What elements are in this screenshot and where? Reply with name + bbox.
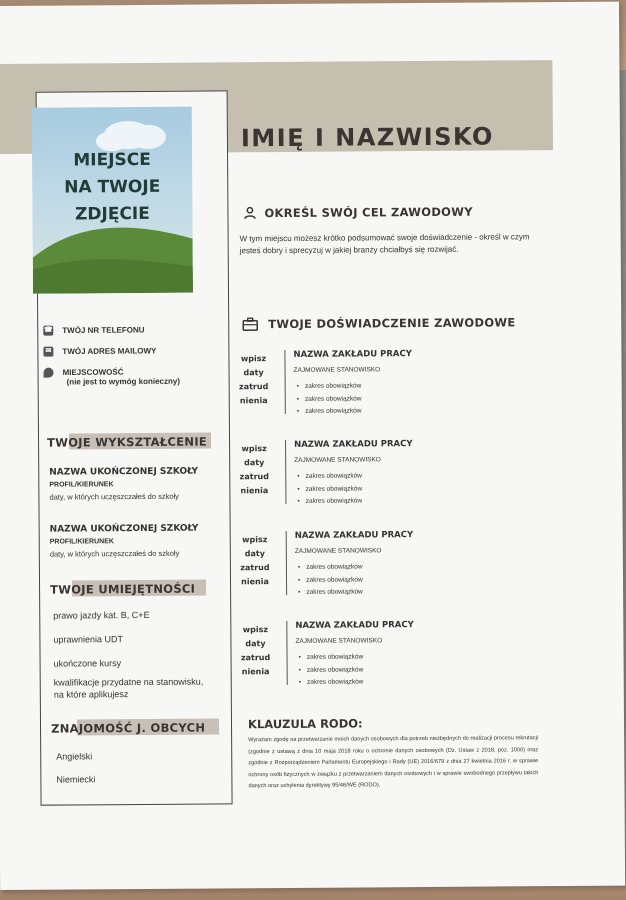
exp-dates xyxy=(236,623,274,679)
edu-school: NAZWA UKOŃCZONEJ SZKOŁY xyxy=(49,466,199,478)
exp-duties xyxy=(297,470,362,508)
exp-dates-line: wpisz xyxy=(242,625,269,635)
timeline-divider xyxy=(285,440,287,504)
exp-duty: • zakres obowiązków xyxy=(297,405,362,418)
exp-company: NAZWA ZAKŁADU PRACY xyxy=(295,620,414,631)
exp-company: NAZWA ZAKŁADU PRACY xyxy=(294,439,413,450)
skills-heading: TWOJE UMIEJĘTNOŚCI xyxy=(50,581,196,597)
exp-dates-line: zatrud xyxy=(239,382,269,392)
exp-dates-line: daty xyxy=(244,458,265,468)
location-label: MIEJSCOWOŚĆ xyxy=(62,367,124,378)
name-heading: IMIĘ I NAZWISKO xyxy=(240,122,494,153)
exp-dates-line: wpisz xyxy=(240,354,267,364)
exp-company: NAZWA ZAKŁADU PRACY xyxy=(293,349,412,360)
exp-duties xyxy=(298,561,363,599)
contact-location xyxy=(44,367,124,378)
timeline-divider xyxy=(286,621,288,685)
briefcase-icon xyxy=(242,317,258,331)
exp-dates-line: wpisz xyxy=(242,535,268,545)
phone-icon: ☎ xyxy=(43,326,53,336)
skill-item: kwalifikacje przydatne na stanowisku, na które aplikujesz xyxy=(53,676,204,700)
edu-profile: PROFIL/KIERUNEK xyxy=(49,538,114,546)
exp-position: ZAJMOWANE STANOWISKO xyxy=(294,547,382,555)
exp-dates-line: nienia xyxy=(240,486,269,496)
exp-dates-line: zatrud xyxy=(240,653,271,663)
edu-school: NAZWA UKOŃCZONEJ SZKOŁY xyxy=(49,523,199,535)
exp-dates-line: nienia xyxy=(241,577,269,587)
edu-dates: daty, w których uczęszczałeś do szkoły xyxy=(49,548,180,559)
location-note: (nie jest to wymóg konieczny) xyxy=(66,376,181,387)
photo-caption xyxy=(32,147,193,229)
experience-heading: TWOJE DOŚWIADCZENIE ZAWODOWE xyxy=(268,315,516,332)
exp-dates-line: nienia xyxy=(241,667,270,677)
timeline-divider xyxy=(286,531,288,595)
contact-phone xyxy=(43,325,144,336)
exp-dates xyxy=(234,352,272,408)
skill-item: ukończone kursy xyxy=(53,658,122,669)
exp-duties xyxy=(299,651,364,689)
languages-heading: ZNAJOMOŚĆ J. OBCYCH xyxy=(50,720,206,736)
goal-heading: OKREŚL SWÓJ CEL ZAWODOWY xyxy=(264,204,473,221)
phone-label: TWÓJ NR TELEFONU xyxy=(62,325,145,336)
edu-profile: PROFIL/KIERUNEK xyxy=(49,481,114,489)
rodo-text: Wyrażam zgodę na przetwarzanie moich danych osobowych dla potrzeb niezbędnych do realizacji procesu rekrutacji (zgodnie z ustawą z dnia 10 maja 2018 roku o ochronie danych osobowych (Dz. Ustaw z 2018, poz. 1000) oraz zgodnie z Rozporządzeniem Parlamentu Europejskiego i Rady (UE) 2016/679 z dnia 27 kwietnia 2016 r. w sprawie ochrony osób fizycznych w związku z przetwarzaniem danych osobowych i w sprawie swobodnego przepływu takich danych oraz uchylenia dyrektywy 95/46/WE (RODO). xyxy=(248,735,539,790)
person-icon xyxy=(243,206,256,219)
exp-dates-line: nienia xyxy=(239,396,268,406)
photo-caption-line: NA TWOJE xyxy=(64,176,161,198)
contact-email xyxy=(43,346,156,357)
exp-dates-line: zatrud xyxy=(240,563,270,573)
exp-duty: • zakres obowiązków xyxy=(297,483,362,496)
language-item: Angielski xyxy=(56,751,93,762)
location-pin-icon xyxy=(44,368,54,378)
education-heading: TWOJE WYKSZTAŁCENIE xyxy=(47,434,208,450)
photo-placeholder xyxy=(32,107,193,294)
exp-dates xyxy=(236,533,274,589)
language-item: Niemiecki xyxy=(56,774,96,785)
email-label: TWÓJ ADRES MAILOWY xyxy=(62,346,157,357)
skill-item: uprawnienia UDT xyxy=(53,634,123,645)
exp-dates-line: daty xyxy=(244,549,265,559)
goal-text: W tym miejscu możesz krótko podsumować swoje doświadczenie - określ w czym jesteś dobry i sprecyzuj w jakiej branży chciałbyś się rozwijać. xyxy=(239,232,530,256)
cv-page xyxy=(0,2,625,890)
photo-caption-line: MIEJSCE xyxy=(73,149,151,171)
skill-item: prawo jazdy kat. B, C+E xyxy=(53,609,150,621)
exp-duty: • zakres obowiązków xyxy=(297,470,362,483)
exp-duty: • zakres obowiązków xyxy=(299,676,364,689)
exp-duty: • zakres obowiązków xyxy=(298,574,363,587)
exp-company: NAZWA ZAKŁADU PRACY xyxy=(294,530,414,541)
exp-duties xyxy=(297,380,362,418)
exp-duty: • zakres obowiązków xyxy=(299,664,364,677)
envelope-icon: ✉ xyxy=(43,347,53,357)
exp-dates-line: wpisz xyxy=(241,444,267,454)
exp-duty: • zakres obowiązków xyxy=(297,393,362,406)
edu-dates: daty, w których uczęszczałeś do szkoły xyxy=(49,491,179,502)
exp-position: ZAJMOWANE STANOWISKO xyxy=(294,456,381,464)
timeline-divider xyxy=(284,350,286,414)
rodo-heading: KLAUZULA RODO: xyxy=(247,716,363,732)
exp-dates-line: zatrud xyxy=(239,472,269,482)
photo-caption-line: ZDJĘCIE xyxy=(74,203,150,225)
exp-duty: • zakres obowiązków xyxy=(297,495,362,508)
exp-dates-line: daty xyxy=(243,368,264,378)
exp-duty: • zakres obowiązków xyxy=(298,561,363,574)
exp-dates xyxy=(235,442,273,498)
exp-duty: • zakres obowiązków xyxy=(298,586,363,599)
exp-dates-line: daty xyxy=(245,639,266,649)
exp-position: ZAJMOWANE STANOWISKO xyxy=(293,366,381,374)
exp-duty: • zakres obowiązków xyxy=(299,651,364,664)
exp-position: ZAJMOWANE STANOWISKO xyxy=(295,637,383,645)
exp-duty: • zakres obowiązków xyxy=(297,380,362,393)
